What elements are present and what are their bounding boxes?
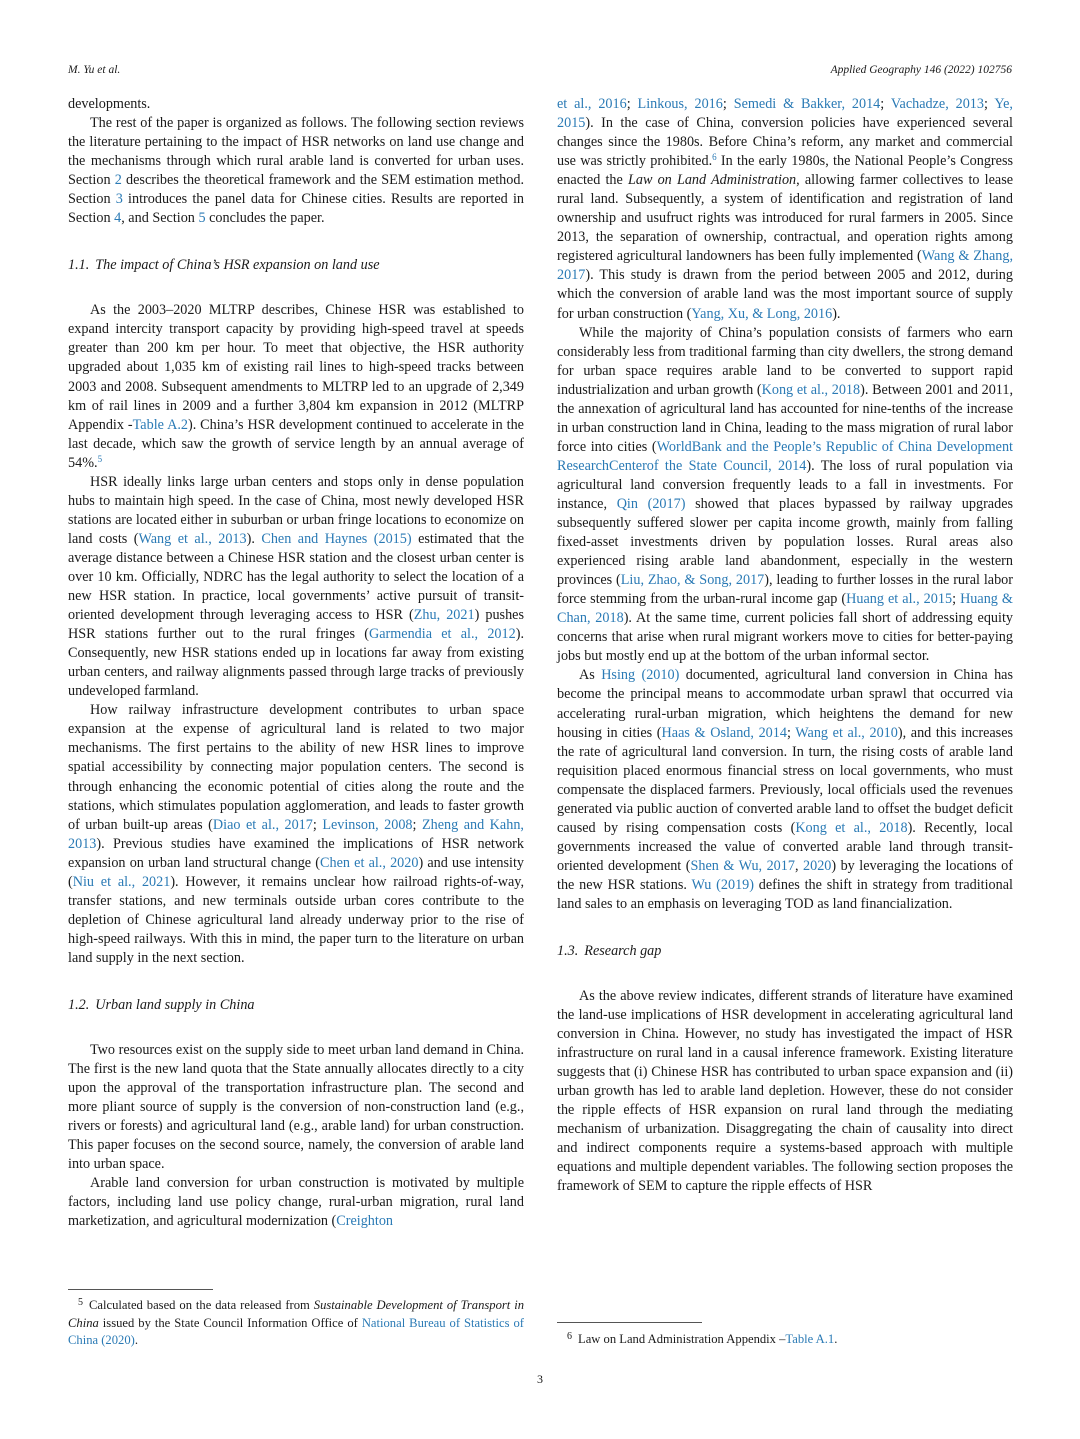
citation-link[interactable]: Yang, Xu, & Long, 2016 <box>691 305 833 322</box>
citation-link[interactable]: National Bureau of Statistics of China (2020) <box>68 1315 524 1347</box>
citation-link[interactable]: Ye, 2015 <box>557 96 1013 132</box>
table-link[interactable]: Table A.1 <box>785 1332 835 1346</box>
citation-link[interactable]: Qin (2017) <box>616 495 686 512</box>
citation-link[interactable]: Wang et al., 2013 <box>138 530 247 547</box>
citation-link[interactable]: Levinson, 2008 <box>322 816 413 833</box>
citation-link[interactable]: Niu et al., 2021 <box>72 873 171 890</box>
citation-link[interactable]: Kong et al., 2018 <box>761 381 861 398</box>
right-column <box>557 95 1013 1197</box>
citation-link[interactable]: WorldBank and the People’s Republic of China Development ResearchCenterof the State Council, 2014 <box>557 438 1014 474</box>
paragraph: Two resources exist on the supply side to meet urban land demand in China. The first is the new land quota that the State annually allocates directly to a city upon the approval of the transportation infrastructure plan. The second and more pliant source of supply is the conversion of non-construction land (e.g., rivers or forests) and agricultural land (e.g., arable land) for urban construction. This paper focuses on the second source, namely, the conversion of arable land into urban space. <box>68 1041 524 1173</box>
footnote-divider <box>68 1289 213 1290</box>
section-link[interactable]: 5 <box>198 210 206 227</box>
paragraph: While the majority of China’s population consists of farmers who earn considerably less from traditional farming than city dwellers, the strong demand for urban space requires arable land to be converted to support rapid industrialization and urban growth (Kong et al., 2018). Between 2001 and 2011, the annexation of agricultural land has accounted for nine-tenths of the increase in urban construction land in China, leading to the mass migration of rural labor force into cities (WorldBank and the People’s Republic of China Development ResearchCenterof the State Council, 2014). The loss of rural population via agricultural land conversion frequently leads to a fall in investments. For instance, Qin (2017) showed that places bypassed by railway upgrades subsequently suffered slower per capita income growth, mainly from falling fixed-asset investments driven by population losses. Rural areas also experienced rising arable land abandonment, especially in the western provinces (Liu, Zhao, & Song, 2017), leading to further losses in the rural labor force stemming from the urban-rural income gap (Huang et al., 2015; Huang & Chan, 2018). At the same time, current policies fall short of addressing equity concerns that arise when rural migrant workers move to cities for better-paying jobs but mostly end up at the bottom of the urban informal sector. <box>557 324 1014 665</box>
citation-link[interactable]: Kong et al., 2018 <box>795 819 908 836</box>
paragraph: developments. <box>68 96 151 112</box>
citation-link[interactable]: Shen & Wu, 2017 <box>690 857 795 874</box>
citation-link[interactable]: Huang et al., 2015 <box>846 591 953 608</box>
paragraph: The rest of the paper is organized as follows. The following section reviews the literature pertaining to the impact of HSR networks on land use change and the mechanisms through which rural arable land is converted for urban uses. Section 2 describes the theoretical framework and the SEM estimation method. Section 3 introduces the panel data for Chinese cities. Results are reported in Section 4, and Section 5 concludes the paper. <box>68 115 524 227</box>
paragraph: As the 2003–2020 MLTRP describes, Chinese HSR was established to expand intercity transport capacity by providing high-speed travel at speeds greater than 200 km per hour. To meet that objective, the HSR authority upgraded about 1,035 km of existing rail lines to high-speed tracks between 2003 and 2008. Subsequent amendments to MLTRP led to an upgrade of 2,349 km of rail lines in 2009 and a further 3,804 km expansion in 2012 (MLTRP Appendix -Table A.2). China’s HSR development continued to accelerate in the last decade, which saw the growth of service length by an annual average of 54%.$^5$ <box>68 302 524 471</box>
citation-link[interactable]: Chen and Haynes (2015) <box>261 530 412 547</box>
section-heading: 1.1. The impact of China’s HSR expansion on land use <box>68 257 380 274</box>
footnote-marker[interactable]: 6 <box>712 152 717 163</box>
citation-link[interactable]: Hsing (2010) <box>601 667 680 684</box>
citation-link[interactable]: Garmendia et al., 2012 <box>368 626 516 643</box>
citation-link[interactable]: Wu (2019) <box>691 876 754 893</box>
paragraph: Arable land conversion for urban construction is motivated by multiple factors, including land use policy change, rural-urban migration, rural land marketization, and agricultural modernization (Creighton <box>68 1175 524 1230</box>
citation-link[interactable]: Diao et al., 2017 <box>212 816 313 833</box>
citation-link[interactable]: Huang & Chan, 2018 <box>557 591 1013 627</box>
citation-link[interactable]: Vachadze, 2013 <box>890 96 984 112</box>
paragraph: How railway infrastructure development contributes to urban space expansion at the expense of agricultural land is related to two major mechanisms. The first pertains to the ability of new HSR lines to improve spatial accessibility by connecting major population centers. The second is through enhancing the economic potential of cities along the route and the stations, which stimulates population agglomeration, and leads to faster growth of urban built-up areas (Diao et al., 2017; Levinson, 2008; Zheng and Kahn, 2013). Previous studies have examined the implications of HSR network expansion on urban land structural change (Chen et al., 2020) and use intensity (Niu et al., 2021). However, it remains unclear how railroad rights-of-way, transfer stations, and new terminals outside urban cores contribute to the depletion of Chinese agricultural land already underway prior to the rise of high-speed railways. With this in mind, the paper turn to the literature on urban land supply in the next section. <box>68 702 524 966</box>
section-link[interactable]: 4 <box>114 210 122 227</box>
paragraph: et al., 2016; Linkous, 2016; Semedi & Bakker, 2014; Vachadze, 2013; Ye, 2015). In the case of China, conversion policies have experienced several changes since the 1980s. Before China’s reform, any market and commercial use was strictly prohibited.$^6$ In the early 1980s, the National People’s Congress enacted the Law on Land Administration, allowing farmer collectives to lease rural land. Subsequently, a system of identification and registration of land ownership and usufruct rights was introduced for rural farmers in 2005. Since 2013, the separation of ownership, contractual, and operation rights among registered agricultural landowners has been fully implemented (Wang & Zhang, 2017). This study is drawn from the period between 2005 and 2012, during which the conversion of arable land was the most important source of supply for urban construction (Yang, Xu, & Long, 2016). <box>557 96 1014 322</box>
paragraph: As Hsing (2010) documented, agricultural land conversion in China has become the principal means to accommodate urban sprawl that occurred via accelerating rural-urban migration, which heightens the demand for new housing in cities (Haas & Osland, 2014; Wang et al., 2010), and this increases the rate of agricultural land conversion. In turn, the rising costs of arable land requisition placed enormous financial stress on local governments, who must compensate the displaced farmers. Previously, local officials used the revenues generated via public auction of converted arable land to offset the budget deficit caused by rising compensation costs (Kong et al., 2018). Recently, local governments increased the value of converted arable land through transit-oriented development (Shen & Wu, 2017, 2020) by leveraging the locations of the new HSR stations. Wu (2019) defines the shift in strategy from traditional land sales to an emphasis on leveraging TOD as land financialization. <box>557 667 1014 912</box>
section-heading: 1.2. Urban land supply in China <box>68 996 255 1013</box>
page-number: 3 <box>537 1372 543 1386</box>
citation-link[interactable]: Linkous, 2016 <box>637 96 723 112</box>
citation-link[interactable]: Liu, Zhao, & Song, 2017 <box>620 572 765 589</box>
citation-link[interactable]: Wang et al., 2010 <box>795 724 898 741</box>
citation-link[interactable]: et al., 2016 <box>557 96 627 112</box>
footnote-6: $^6$ Law on Land Administration Appendix –Table A.1. <box>567 1331 838 1346</box>
footnote-marker[interactable]: 5 <box>97 453 103 464</box>
paragraph: As the above review indicates, different strands of literature have examined the land-use implications of HSR development in accelerating agricultural land conversion in China. However, no study has investigated the impact of HSR infrastructure on rural land in a causal inference framework. Existing literature suggests that (i) Chinese HSR has contributed to urban space expansion and (ii) urban growth has led to arable land depletion. However, these do not consider the ripple effects of HSR expansion on rural land through the mediating mechanism of urbanization. Disaggregating the chain of causality into direct and indirect components require a systems-based approach with multiple equations and multiple dependent variables. The following section proposes the framework of SEM to capture the ripple effects of HSR <box>557 988 1013 1195</box>
citation-link[interactable]: Zheng and Kahn, 2013 <box>68 816 524 852</box>
section-link[interactable]: 3 <box>115 191 123 208</box>
citation-link[interactable]: Haas & Osland, 2014 <box>661 724 787 741</box>
citation-link[interactable]: Zhu, 2021 <box>413 607 475 624</box>
footnote-divider <box>557 1322 702 1323</box>
footnote-5: $^5$ Calculated based on the data released from Sustainable Development of Transport in China issued by the State Council Information Office of National Bureau of Statistics of China (2020). <box>68 1297 525 1347</box>
running-head-journal: Applied Geography 146 (2022) 102756 <box>830 64 1012 76</box>
citation-link[interactable]: Chen et al., 2020 <box>320 854 419 871</box>
table-link[interactable]: Table A.2 <box>132 416 188 433</box>
section-heading: 1.3. Research gap <box>557 943 662 960</box>
citation-link[interactable]: Semedi & Bakker, 2014 <box>733 96 881 112</box>
citation-link[interactable]: Creighton <box>336 1213 394 1230</box>
citation-link[interactable]: 2020 <box>803 857 832 874</box>
left-column <box>68 95 524 1231</box>
paragraph: HSR ideally links large urban centers and stops only in dense population hubs to maintain high speed. In the case of China, most newly developed HSR stations are located either in suburban or urban fringe locations to economize on land costs (Wang et al., 2013). Chen and Haynes (2015) estimated that the average distance between a Chinese HSR station and the closest urban center is over 10 km. Officially, NDRC has the legal authority to select the location of a new HSR station. In practice, local governments’ active pursuit of transit-oriented development through leveraging access to HSR (Zhu, 2021) pushes HSR stations further out to the rural fringes (Garmendia et al., 2012). Consequently, new HSR stations ended up in locations far away from existing urban centers, and railway alignments passed through large tracks of previously undeveloped farmland. <box>68 473 524 700</box>
section-link[interactable]: 2 <box>114 172 122 189</box>
running-head-authors: M. Yu et al. <box>68 64 121 76</box>
citation-link[interactable]: Wang & Zhang, 2017 <box>557 248 1013 284</box>
